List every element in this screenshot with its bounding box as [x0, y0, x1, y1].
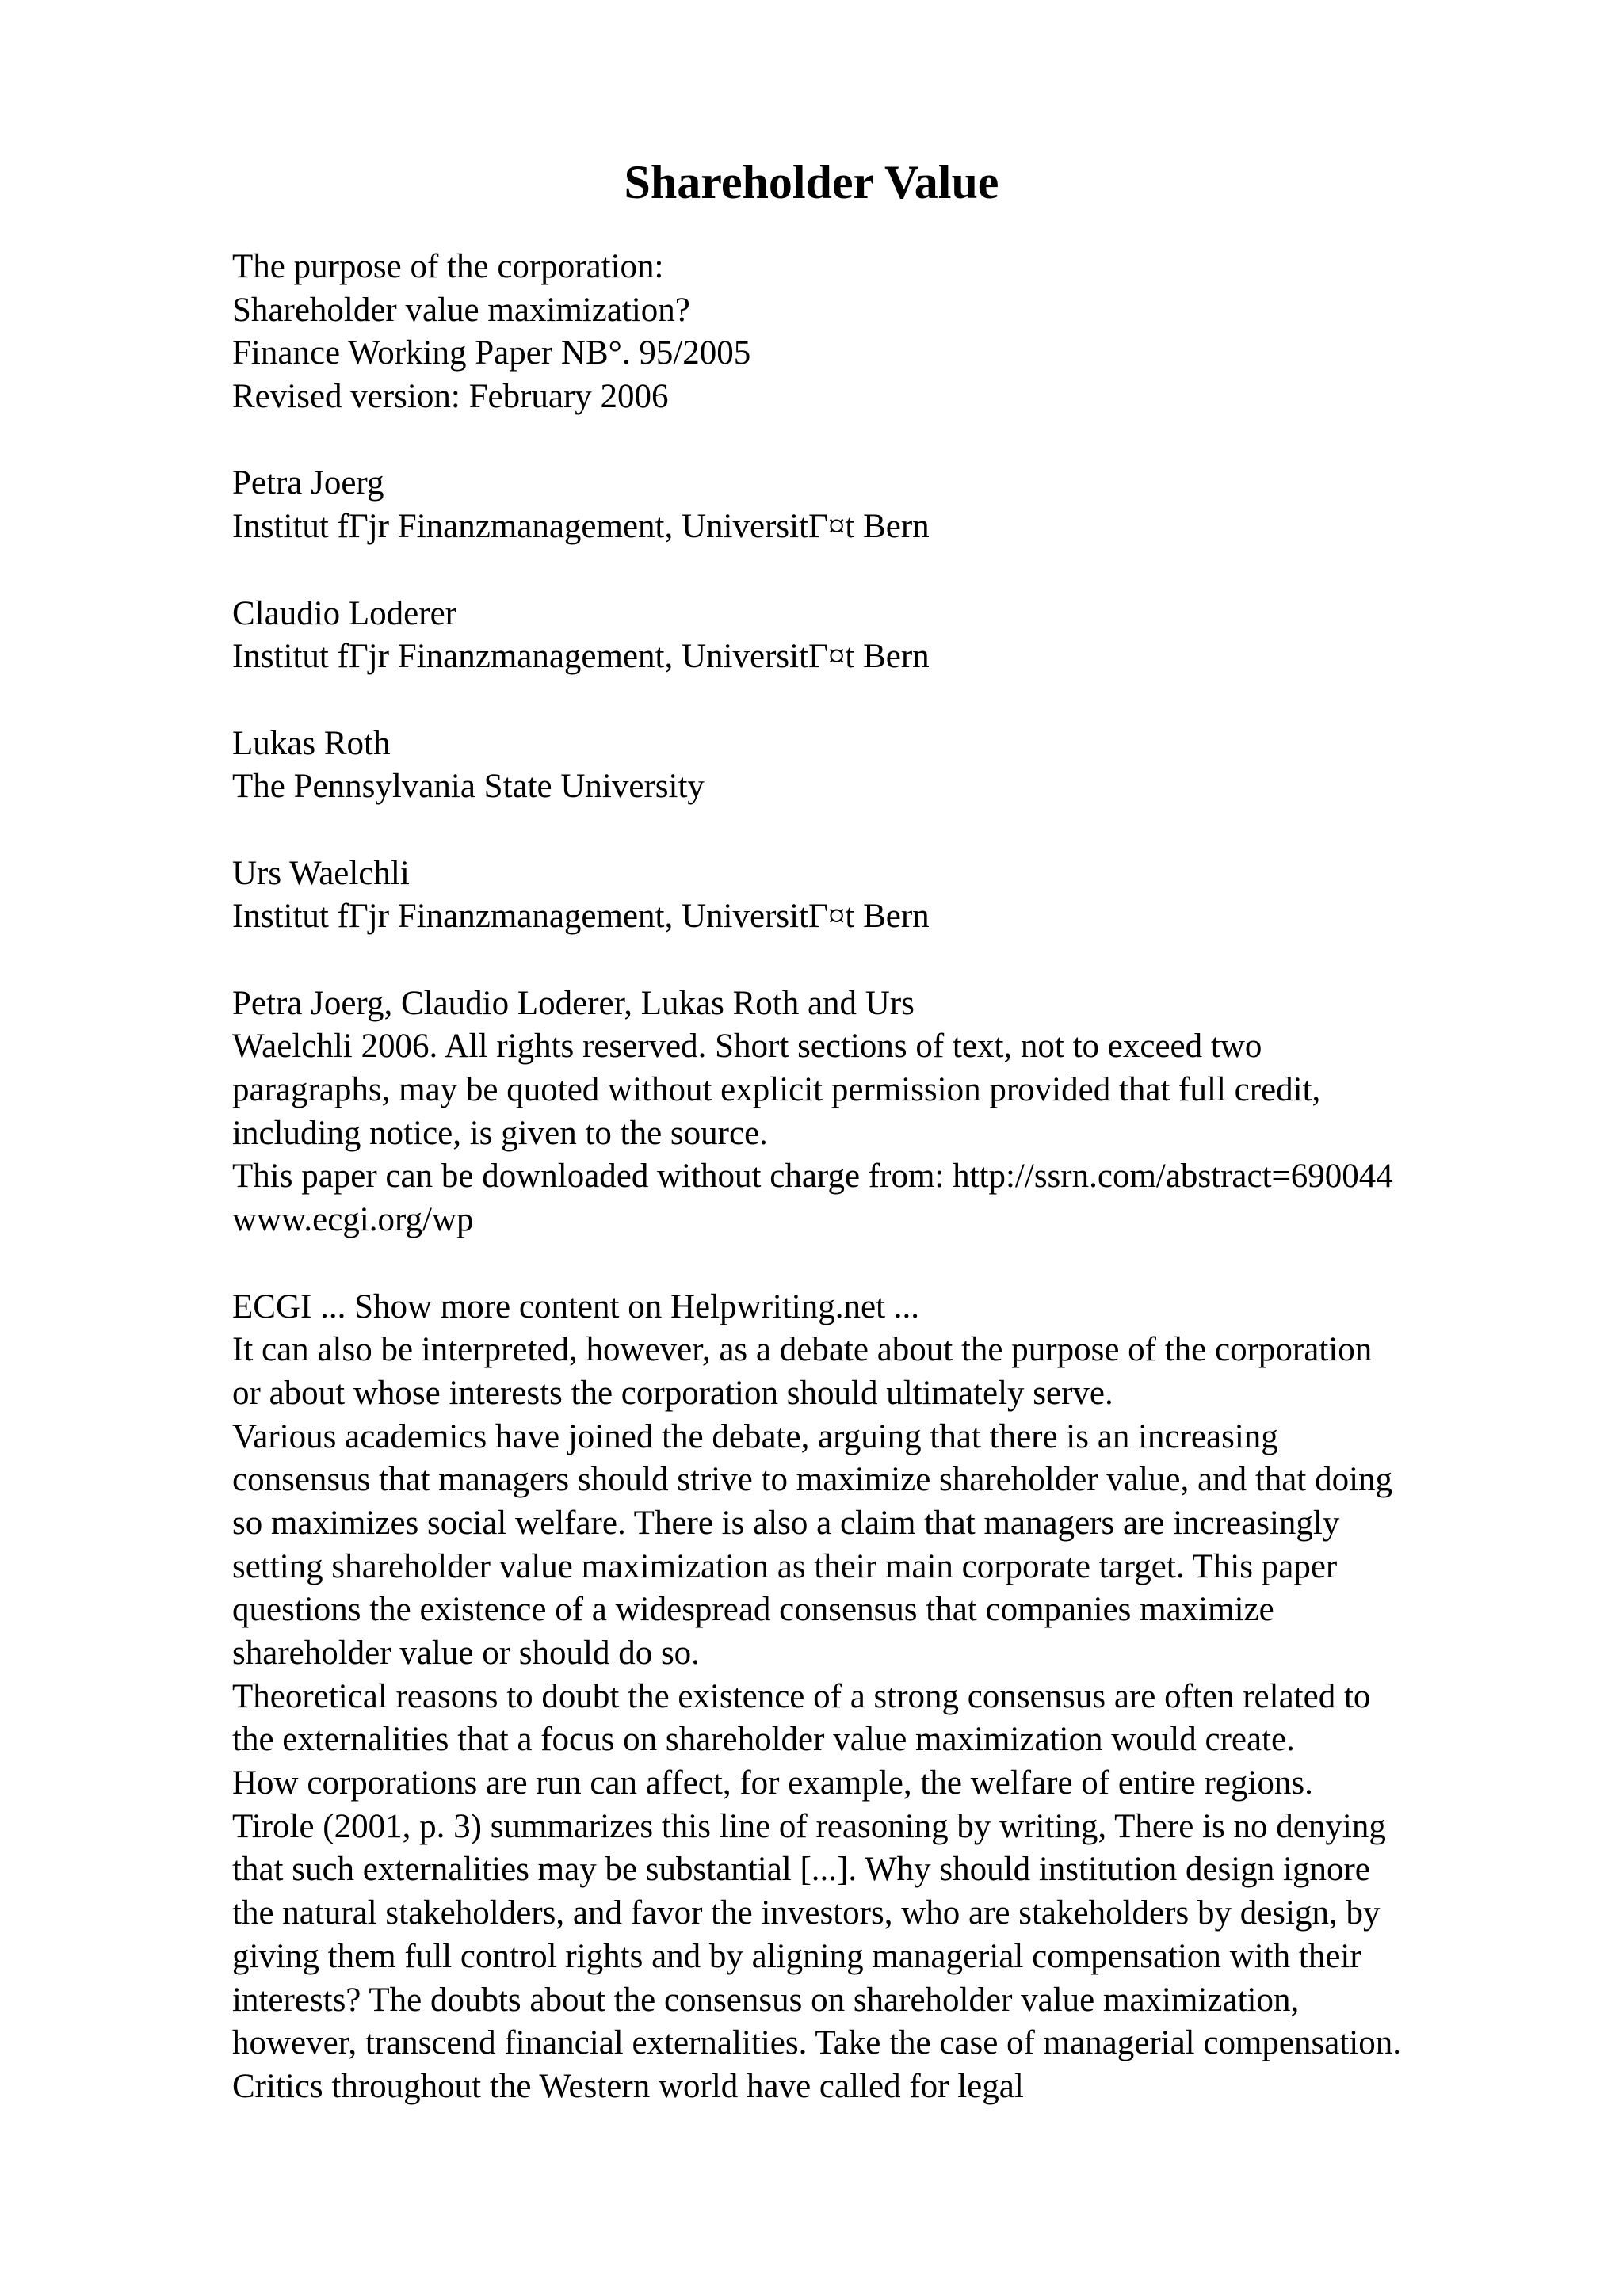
spacer	[232, 549, 1516, 593]
text-line: setting shareholder value maximization as their main corporate target. This paper	[232, 1547, 1338, 1585]
author-name: Urs Waelchli	[232, 854, 410, 892]
author-block	[232, 593, 1516, 679]
download-line: This paper can be downloaded without charge from: http://ssrn.com/abstract=690044	[232, 1158, 1393, 1196]
text-line: Various academics have joined the debate, arguing that there is an increasing	[232, 1417, 1278, 1455]
text-line: shareholder value or should do so.	[232, 1634, 700, 1672]
author-name: Petra Joerg	[232, 464, 384, 502]
text-line: consensus that managers should strive to maximize shareholder value, and that doing	[232, 1461, 1393, 1499]
author-affiliation: Institut fГјr Finanzmanagement, UniversitГ¤t Bern	[232, 638, 930, 676]
text-line: Critics throughout the Western world have called for legal	[232, 2067, 1024, 2105]
spacer	[232, 419, 1516, 463]
text-line: Theoretical reasons to doubt the existence of a strong consensus are often related to	[232, 1677, 1371, 1715]
author-affiliation: Institut fГјr Finanzmanagement, UniversitГ¤t Bern	[232, 898, 930, 936]
text-line: so maximizes social welfare. There is also a claim that managers are increasingly	[232, 1504, 1340, 1542]
author-affiliation: Institut fГјr Finanzmanagement, UniversitГ¤t Bern	[232, 508, 930, 546]
text-line: or about whose interests the corporation should ultimately serve.	[232, 1374, 1113, 1412]
spacer	[232, 679, 1516, 723]
text-line: Tirole (2001, p. 3) summarizes this line of reasoning by writing, There is no denying	[232, 1807, 1386, 1845]
spacer	[232, 809, 1516, 852]
author-name: Lukas Roth	[232, 724, 391, 762]
paper-header	[232, 246, 1516, 419]
text-line: the natural stakeholders, and favor the investors, who are stakeholders by design, by	[232, 1894, 1381, 1932]
header-line: Revised version: February 2006	[232, 378, 669, 416]
copyright-line: Waelchli 2006. All rights reserved. Short sections of text, not to exceed two	[232, 1028, 1262, 1066]
header-line: Finance Working Paper NB°. 95/2005	[232, 334, 751, 372]
text-line: ECGI ... Show more content on Helpwriting.net ...	[232, 1287, 920, 1325]
main-text	[232, 1286, 1516, 2109]
spacer	[232, 939, 1516, 982]
author-name: Claudio Loderer	[232, 594, 456, 632]
author-affiliation: The Pennsylvania State University	[232, 768, 705, 806]
copyright-notice	[232, 982, 1516, 1242]
document-body	[232, 246, 1516, 2109]
copyright-line: paragraphs, may be quoted without explicit permission provided that full credit,	[232, 1071, 1321, 1109]
text-line: that such externalities may be substantial [...]. Why should institution design ignore	[232, 1851, 1370, 1889]
spacer	[232, 1242, 1516, 1286]
text-line: interests? The doubts about the consensus on shareholder value maximization,	[232, 1981, 1300, 2019]
copyright-line: including notice, is given to the source.	[232, 1114, 768, 1152]
text-line: questions the existence of a widespread consensus that companies maximize	[232, 1591, 1274, 1629]
document-title: Shareholder Value	[624, 156, 999, 208]
website-line: www.ecgi.org/wp	[232, 1201, 474, 1239]
author-block	[232, 462, 1516, 548]
text-line: the externalities that a focus on shareholder value maximization would create.	[232, 1721, 1295, 1759]
author-block	[232, 852, 1516, 939]
copyright-line: Petra Joerg, Claudio Loderer, Lukas Roth and Urs	[232, 984, 915, 1022]
text-line: It can also be interpreted, however, as a debate about the purpose of the corporation	[232, 1331, 1373, 1369]
text-line: however, transcend financial externalities. Take the case of managerial compensation.	[232, 2024, 1401, 2062]
header-line: Shareholder value maximization?	[232, 291, 690, 329]
text-line: How corporations are run can affect, for example, the welfare of entire regions.	[232, 1764, 1313, 1802]
header-line: The purpose of the corporation:	[232, 248, 664, 285]
text-line: giving them full control rights and by aligning managerial compensation with their	[232, 1937, 1361, 1975]
author-block	[232, 723, 1516, 809]
